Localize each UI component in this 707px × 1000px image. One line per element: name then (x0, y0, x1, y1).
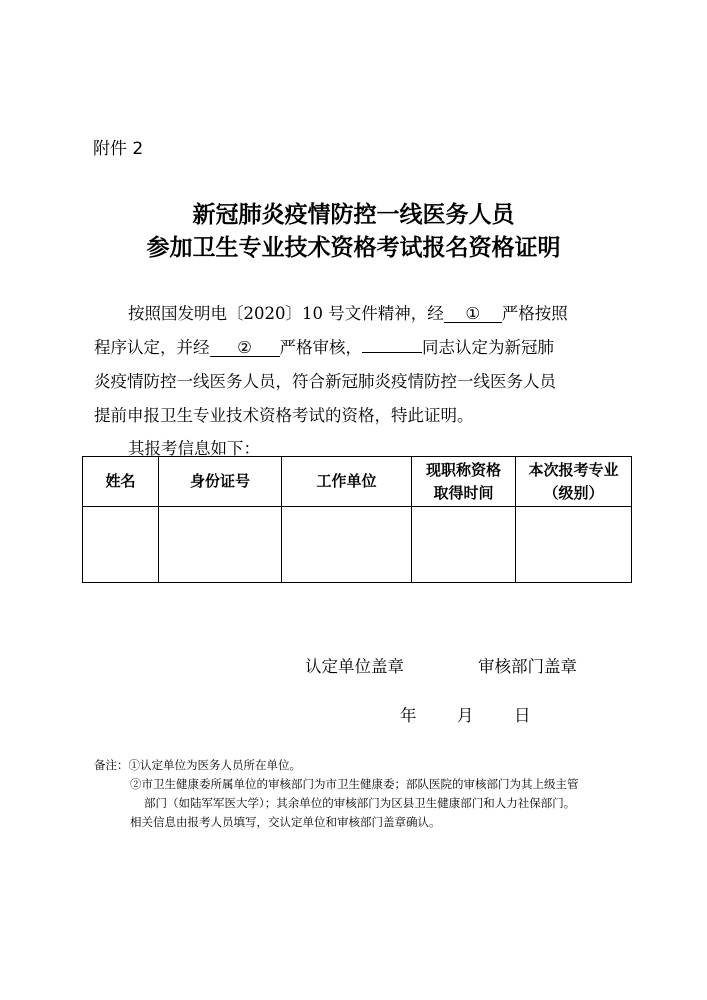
header-exam-major: 本次报考专业 （级别） (516, 457, 632, 507)
cell-name (83, 507, 159, 583)
paragraph-line-5: 其报考信息如下： (128, 439, 260, 458)
blank-certifying-unit: ① (444, 305, 502, 323)
paragraph-text: 同志认定为新冠肺 (422, 338, 554, 357)
paragraph-line-4: 提前申报卫生专业技术资格考试的资格，特此证明。 (94, 406, 474, 425)
note-2a: ②市卫生健康委所属单位的审核部门为市卫生健康委；部队医院的审核部门为其上级主管 (130, 777, 579, 791)
paragraph-line-1 (128, 300, 568, 324)
year-label: 年 (400, 706, 417, 725)
cell-exam-major (516, 507, 632, 583)
blank-person-name (362, 352, 422, 353)
paragraph-text: 严格按照 (501, 304, 568, 323)
cell-work-unit (282, 507, 412, 583)
note-2b: 部门（如陆军军医大学）；其余单位的审核部门为区县卫生健康部门和人力社保部门。 (144, 796, 576, 810)
document-title-line2: 参加卫生专业技术资格考试报名资格证明 (146, 234, 561, 261)
registration-info-table (82, 456, 632, 583)
header-id-number: 身份证号 (159, 457, 282, 507)
paragraph-line-3: 炎疫情防控一线医务人员，符合新冠肺炎疫情防控一线医务人员 (94, 372, 556, 391)
header-title-date: 现职称资格 取得时间 (412, 457, 516, 507)
cell-id-number (159, 507, 282, 583)
month-label: 月 (457, 706, 474, 725)
notes-line-1 (94, 757, 301, 773)
paragraph-line-2 (94, 334, 554, 358)
notes-label: 备注： (94, 758, 129, 772)
note-3: 相关信息由报考人员填写，交认定单位和审核部门盖章确认。 (130, 815, 441, 829)
header-work-unit: 工作单位 (282, 457, 412, 507)
blank-review-department: ② (210, 339, 280, 357)
day-label: 日 (514, 706, 531, 725)
document-title-line1: 新冠肺炎疫情防控一线医务人员 (192, 201, 515, 228)
table-header-row (83, 457, 632, 507)
header-name: 姓名 (83, 457, 159, 507)
note-1: ①认定单位为医务人员所在单位。 (128, 758, 301, 772)
attachment-label: 附件 2 (93, 139, 144, 159)
certifying-unit-stamp-label: 认定单位盖章 (305, 657, 404, 676)
table-row (83, 507, 632, 583)
paragraph-text: 严格审核， (279, 338, 362, 357)
cell-title-date (412, 507, 516, 583)
review-department-stamp-label: 审核部门盖章 (478, 657, 577, 676)
paragraph-text: 程序认定，并经 (94, 338, 210, 357)
paragraph-text: 按照国发明电〔2020〕10 号文件精神，经 (128, 304, 444, 323)
